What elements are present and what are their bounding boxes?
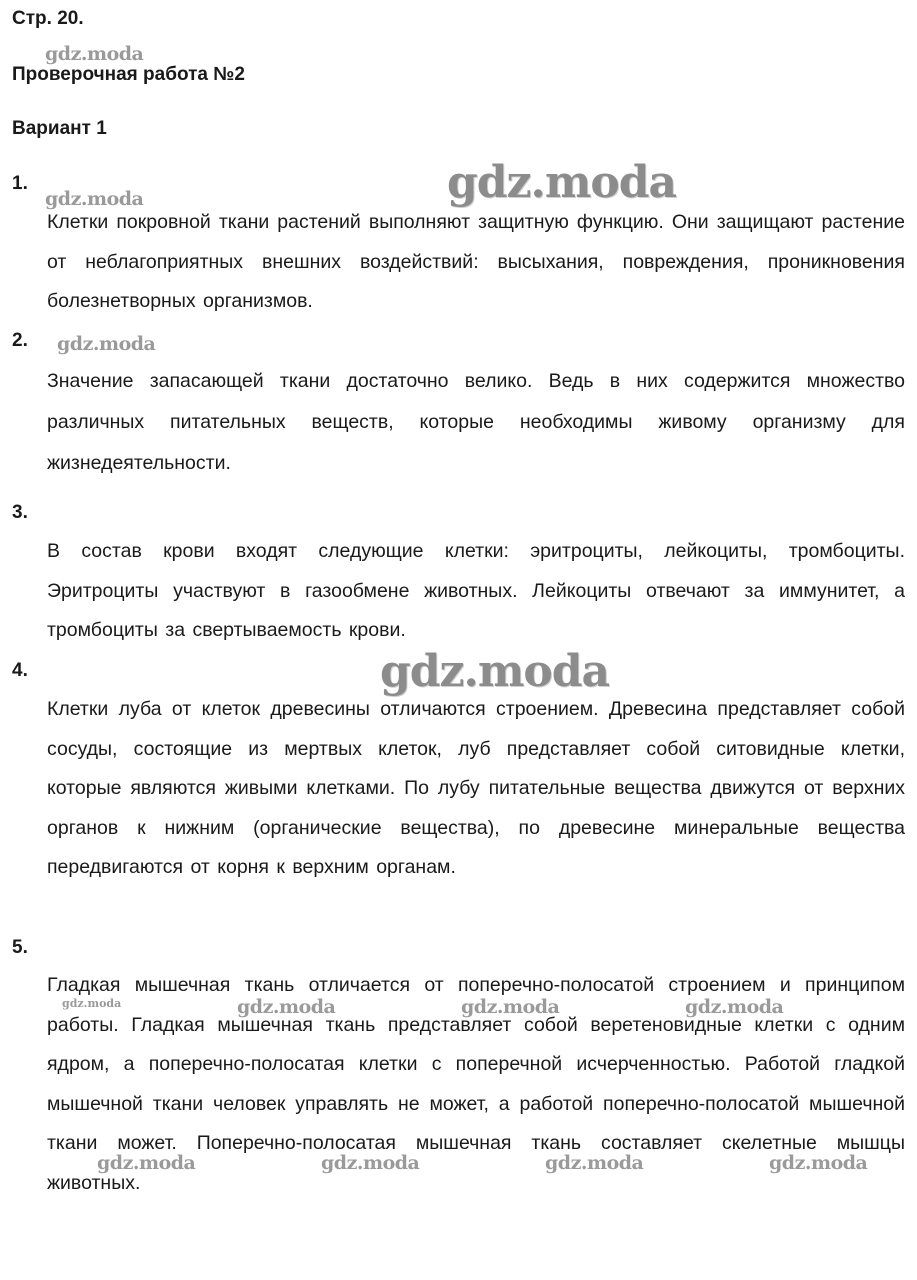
answer-3-text: В состав крови входят следующие клетки: эритроциты, лейкоциты, тромбоциты. Эритроциты участвуют в газообмене животных. Лейкоциты отвечают за иммунитет, а тромбоциты за свертываемость крови. — [47, 540, 905, 641]
answer-2-number: 2. — [12, 330, 28, 351]
watermark-logo: gdz.moda — [321, 1152, 420, 1174]
answer-1-number: 1. — [12, 173, 28, 194]
answer-1-text: Клетки покровной ткани растений выполняют защитную функцию. Они защищают растение от неблагоприятных внешних воздействий: высыхания, повреждения, проникновения болезнетворных организмов. — [47, 211, 905, 312]
watermark-logo-large: gdz.moda — [380, 646, 610, 697]
watermark-logo: gdz.moda — [461, 996, 560, 1018]
answer-4-number: 4. — [12, 660, 28, 681]
watermark-logo-large: gdz.moda — [447, 157, 677, 208]
answer-4-text: Клетки луба от клеток древесины отличаются строением. Древесина представляет собой сосуды, состоящие из мертвых клеток, луб представляет собой ситовидные клетки, которые являются живыми клетками. По лубу питательные вещества движутся от верхних органов к нижним (органические вещества), по древесине минеральные вещества передвигаются от корня к верхним органам. — [47, 698, 905, 878]
watermark-logo: gdz.moda — [97, 1152, 196, 1174]
worksheet-title: Проверочная работа №2 — [12, 64, 245, 85]
answer-5-text: Гладкая мышечная ткань отличается от поперечно-полосатой строением и принципом работы. Гладкая мышечная ткань представляет собой веретеновидные клетки с одним ядром, а поперечно-полосатая клетки с поперечной исчерченностью. Работой гладкой мышечной ткани человек управлять не может, а работой поперечно-полосатой мышечной ткани может. Поперечно-полосатая мышечная ткань составляет скелетные мышцы животных. — [47, 974, 905, 1194]
variant-label: Вариант 1 — [12, 118, 107, 139]
answer-2-text: Значение запасающей ткани достаточно велико. Ведь в них содержится множество различных питательных веществ, которые необходимы живому организму для жизнедеятельности. — [47, 370, 905, 474]
answer-3-number: 3. — [12, 502, 28, 523]
watermark-logo: gdz.moda — [685, 996, 784, 1018]
watermark-logo: gdz.moda — [57, 333, 156, 355]
watermark-logo: gdz.moda — [237, 996, 336, 1018]
page-reference: Стр. 20. — [12, 8, 84, 29]
watermark-logo: gdz.moda — [45, 43, 144, 65]
watermark-logo: gdz.moda — [769, 1152, 868, 1174]
watermark-logo: gdz.moda — [45, 188, 144, 210]
watermark-logo-tiny: gdz.moda — [62, 997, 122, 1010]
watermark-logo: gdz.moda — [545, 1152, 644, 1174]
answer-5-number: 5. — [12, 937, 28, 958]
